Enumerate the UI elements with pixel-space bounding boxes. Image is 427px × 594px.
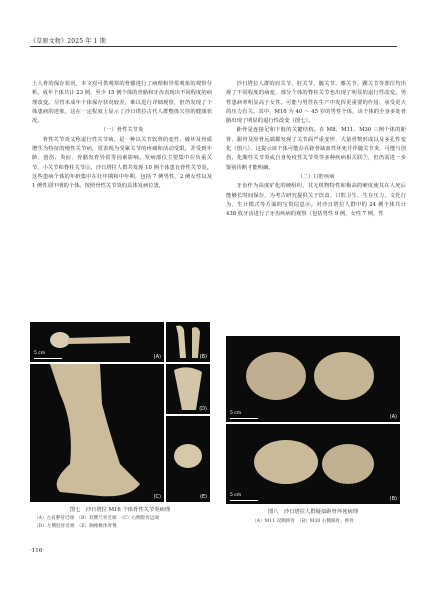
fig7-label-c: (C): [153, 494, 161, 500]
fig7-label-b: (B): [199, 354, 207, 360]
fig7-panel-c: [30, 364, 164, 502]
fig7-panel-d: [166, 364, 210, 414]
fig8-scale-label-b: 5 cm: [230, 493, 242, 498]
section-heading-osteoarthritis: （一）骨性关节炎: [100, 127, 144, 134]
section-heading-oral-disease: （二）口腔疾病: [297, 173, 335, 180]
fig7-scale-label: 5 cm: [34, 351, 46, 356]
vertebra-photo: [166, 416, 210, 502]
left-paragraph-2: 骨性关节炎又称退行性关节病，是一种以关节软骨的变性、破坏及骨质增生为特征的慢性关节病，常表现为受累关节的疼痛和活动受限，并受到年龄、创伤、炎症、骨骼发育异常等因素影响。发病部位主要集中在负重关节、小关节和脊柱关节⑥。沙日塔拉人群共发现 10 例个体患有骨性关节炎。这些患病个体的年龄集中在壮年期和中年期，包括 7 例男性、2 例女性以及 1 例性别不明的个体。按照骨性关节炎的具体发病位置，: [32, 136, 212, 190]
fig7-panel-a: [30, 322, 164, 362]
fig7-label-e: (E): [199, 494, 207, 500]
journal-header: 《草原文物》2025 年 1 期: [30, 38, 107, 45]
fig8-scale-bar-b: [230, 500, 258, 501]
fig8-panel-a: [226, 336, 400, 422]
fig7-subcaption-2: （D）左侧胫骨近端 （E）胸椎椎体骨赘: [34, 524, 117, 529]
calcaneus-photo: [226, 424, 400, 504]
fig8-label-b: (B): [389, 496, 397, 502]
header-rule: [30, 46, 397, 47]
right-paragraph-3: 牙齿作为高度矿化的硬组织，其无机物特性和极高的硬度使其在人死后能够长时间保存，为考古研究提供关于饮食、口腔卫生、生存压力、文化行为、生计模式等方面的宝贵信息⑧。对沙日塔拉人群中的 24 例个体共计 438 枚牙齿进行了牙齿疾病的观察（包括男性 9 例，女性 7 例，性: [226, 183, 406, 218]
figure-7: [30, 322, 210, 502]
fig8-panel-b: [226, 424, 400, 504]
left-paragraph-1: 土人骨的保存状况，本文对可供观察的骨骼进行了病理和异常观象的观察分析。成年个体共计 23 例，至少 15 例个体的骨骼和牙齿表现出不同程度的病理改变。尽管未成年个体保存状况较差，难以进行详细观察，但仍发现了个体患病的迹象，这在一定程度上显示了沙日塔拉古代人群整体欠佳的健康状况。: [32, 81, 212, 125]
fig7-label-a: (A): [153, 354, 161, 360]
femur-photo: [30, 364, 164, 502]
fig7-panel-e: [166, 416, 210, 502]
right-paragraph-1: 沙日塔拉人群的肩关节、肘关节、髋关节、膝关节、踝关节等部位均出现了不同程度的病变，部分个体的脊柱关节也出现了明显的退行性改变。男性患病率明显高于女性。可能与男性在生产中发挥更重要的作用、承受更大的压力有关。其中，M16 为 40 ～ 45 岁的男性个体，该个体的全身多处骨骼出现了明显的退行性改变（图七）。: [226, 81, 406, 125]
fig7-scale-bar: [34, 358, 62, 359]
right-paragraph-2: 距骨是连接足和下肢的关键结构。在 M8、M11、M30 三例个体的距骨、跟骨及胫骨远端都发现了关节面严重变形、大量骨赘形成以及多孔性变化（图八），这提示该个体可能存在距骨缺血性坏死并伴随关节炎，可能与创伤、化脓性关节炎或自身免疫性关节炎等多种疾病相关联⑦，但仍需进一步鉴别诊断才能明确。: [226, 127, 406, 171]
page-number: ·116·: [30, 548, 44, 554]
scapula-photo: [30, 322, 164, 362]
fig7-label-d: (D): [199, 406, 207, 412]
fig8-scale-label-a: 5 cm: [230, 411, 242, 416]
talus-photo: [226, 336, 400, 422]
right-column: [226, 80, 406, 219]
figure-8: [226, 336, 400, 504]
fig7-subcaption-1: （A）左肩胛骨近端 （B）双侧尺骨近端 （C）右侧股骨远端: [34, 516, 160, 521]
fig8-scale-bar-a: [230, 418, 258, 419]
fig8-caption: 图八 沙日塔拉人群疑似距骨坏死病理: [267, 509, 359, 515]
left-column: [32, 80, 212, 192]
fig7-panel-b: [166, 322, 210, 362]
fig8-label-a: (A): [389, 414, 397, 420]
fig7-caption: 图七 沙日塔拉 M16 个体骨性关节炎病理: [69, 507, 171, 513]
fig8-subcaption: （A）M11 双侧距骨 （B）M30 右侧跟骨、距骨: [252, 519, 354, 524]
